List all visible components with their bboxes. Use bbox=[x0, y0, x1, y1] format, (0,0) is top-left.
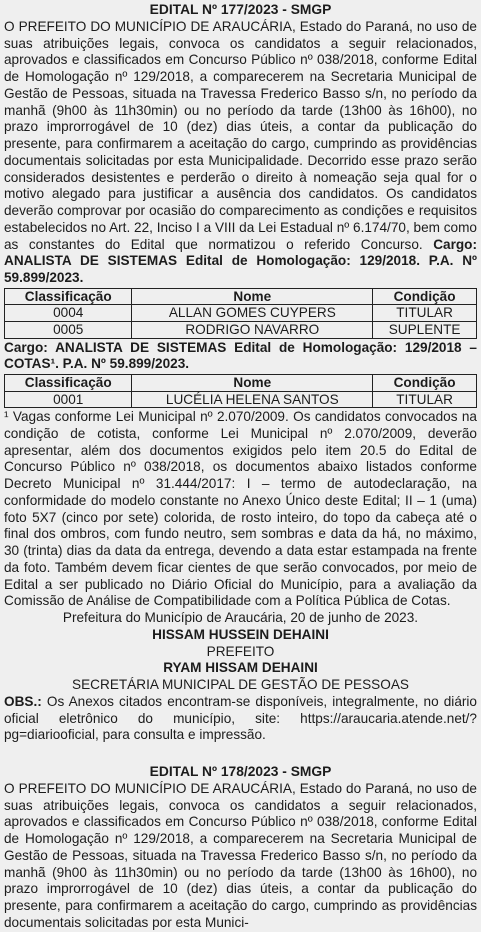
cell-nome: RODRIGO NAVARRO bbox=[132, 321, 373, 338]
cell-classificacao: 0004 bbox=[5, 305, 132, 322]
table-header-row bbox=[5, 288, 477, 305]
cell-classificacao: 0005 bbox=[5, 321, 132, 338]
candidates-table-1 bbox=[4, 288, 477, 339]
col-nome: Nome bbox=[132, 288, 373, 305]
edital-178-body: O PREFEITO DO MUNICÍPIO DE ARAUCÁRIA, Estado do Paraná, no uso de suas atribuições legais, convoca os candidatos a seguir relacionados, aprovados e classificados em Concurso Público nº 038/2018, conforme Edital de Homologação nº 129/2018, a comparecerem na Secretaria Municipal de Gestão de Pessoas, situada na Travessa Frederico Basso s/n, no período da manhã (9h00 às 11h30min) ou no período da tarde (13h00 às 16h00), no prazo improrrogável de 10 (dez) dias úteis, a contar da publicação do presente, para confirmarem a aceitação do cargo, cumprindo as providências documentais solicitadas por esta Munici- bbox=[4, 780, 477, 930]
signer-1-name: HISSAM HUSSEIN DEHAINI bbox=[152, 626, 329, 642]
cell-nome: LUCÉLIA HELENA SANTOS bbox=[132, 391, 373, 408]
table-row bbox=[5, 305, 477, 322]
cargo-analista-sistemas-cotas: Cargo: ANALISTA DE SISTEMAS Edital de Homologação: 129/2018 – COTAS¹. P.A. Nº 59.899/2023. bbox=[4, 339, 477, 372]
obs-text: Os Anexos citados encontram-se disponíveis, integralmente, no diário oficial eletrônico do município, site: https://araucaria.atende.net/?pg=diariooficial, para consulta e impressão. bbox=[4, 693, 477, 743]
cargo-analista-sistemas: Cargo: ANALISTA DE SISTEMAS Edital de Homologação: 129/2018. P.A. Nº 59.899/2023. bbox=[4, 236, 477, 285]
col-condicao: Condição bbox=[373, 375, 477, 392]
col-classificacao: Classificação bbox=[5, 375, 132, 392]
edital-177-title: EDITAL Nº 177/2023 - SMGP bbox=[149, 2, 332, 17]
cell-classificacao: 0001 bbox=[5, 391, 132, 408]
table-header-row bbox=[5, 375, 477, 392]
newspaper-page bbox=[4, 0, 477, 932]
col-condicao: Condição bbox=[373, 288, 477, 305]
candidates-table-2 bbox=[4, 374, 477, 408]
col-classificacao: Classificação bbox=[5, 288, 132, 305]
cotas-footnote: ¹ Vagas conforme Lei Municipal nº 2.070/2009. Os candidatos convocados na condição de cotista, conforme Lei Municipal nº 2.070/2009, deverão apresentar, além dos documentos exigidos pelo item 20.5 do Edital de Concurso Público nº 038/2018, os documentos abaixo listados conforme Decreto Municipal nº 31.444/2017: I – termo de autodeclaração, na conformidade do modelo constante no Anexo Único deste Edital; II – 1 (uma) foto 5X7 (cinco por sete) colorida, de rosto inteiro, do topo da cabeça até o final dos ombros, com fundo neutro, sem sombras e data da há, no máximo, 30 (trinta) dias da data da entrega, devendo a data estar estampada na frente da foto. Também devem ficar cientes de que serão convocados, por meio de Edital a ser publicado no Diário Oficial do Município, para a avaliação da Comissão de Análise de Compatibilidade com a Política Pública de Cotas. bbox=[4, 409, 477, 609]
cell-condicao: SUPLENTE bbox=[373, 321, 477, 338]
table-row bbox=[5, 391, 477, 408]
signer-2-name: RYAM HISSAM DEHAINI bbox=[163, 660, 318, 676]
signer-1-role: PREFEITO bbox=[206, 643, 275, 659]
cell-nome: ALLAN GOMES CUYPERS bbox=[132, 305, 373, 322]
cell-condicao: TITULAR bbox=[373, 305, 477, 322]
signer-2-role: SECRETÁRIA MUNICIPAL DE GESTÃO DE PESSOAS bbox=[72, 677, 409, 693]
section-gap bbox=[4, 744, 477, 764]
col-nome: Nome bbox=[132, 375, 373, 392]
edital-177-body-text: O PREFEITO DO MUNICÍPIO DE ARAUCÁRIA, Estado do Paraná, no uso de suas atribuições legais, convoca os candidatos a seguir relacionados, aprovados e classificados em Concurso Público nº 038/2018, conforme Edital de Homologação nº 129/2018, a comparecerem na Secretaria Municipal de Gestão de Pessoas, situada na Travessa Frederico Basso s/n, no período da manhã (9h00 às 11h30min) ou no período da tarde (13h00 às 16h00), no prazo improrrogável de 10 (dez) dias úteis, a contar da publicação do presente, para confirmarem a aceitação do cargo, cumprindo as providências documentais solicitadas por esta Municipalidade. Decorrido esse prazo serão considerados desistentes e perderão o direito à nomeação seja qual for o motivo alegado para justificar a ausência dos candidatos. Os candidatos deverão comprovar por ocasião do comparecimento as condições e requisitos estabelecidos no Art. 22, Inciso I a VIII da Lei Estadual nº 6.174/70, bem como as constantes do Edital que normatizou o referido Concurso. bbox=[4, 18, 477, 252]
obs-label: OBS.: bbox=[4, 693, 42, 709]
edital-177-body bbox=[4, 19, 477, 287]
table-row bbox=[5, 321, 477, 338]
cell-condicao: TITULAR bbox=[373, 391, 477, 408]
obs-note bbox=[4, 694, 477, 744]
date-line: Prefeitura do Município de Araucária, 20 de junho de 2023. bbox=[62, 610, 419, 626]
edital-178-title: EDITAL Nº 178/2023 - SMGP bbox=[149, 764, 332, 780]
